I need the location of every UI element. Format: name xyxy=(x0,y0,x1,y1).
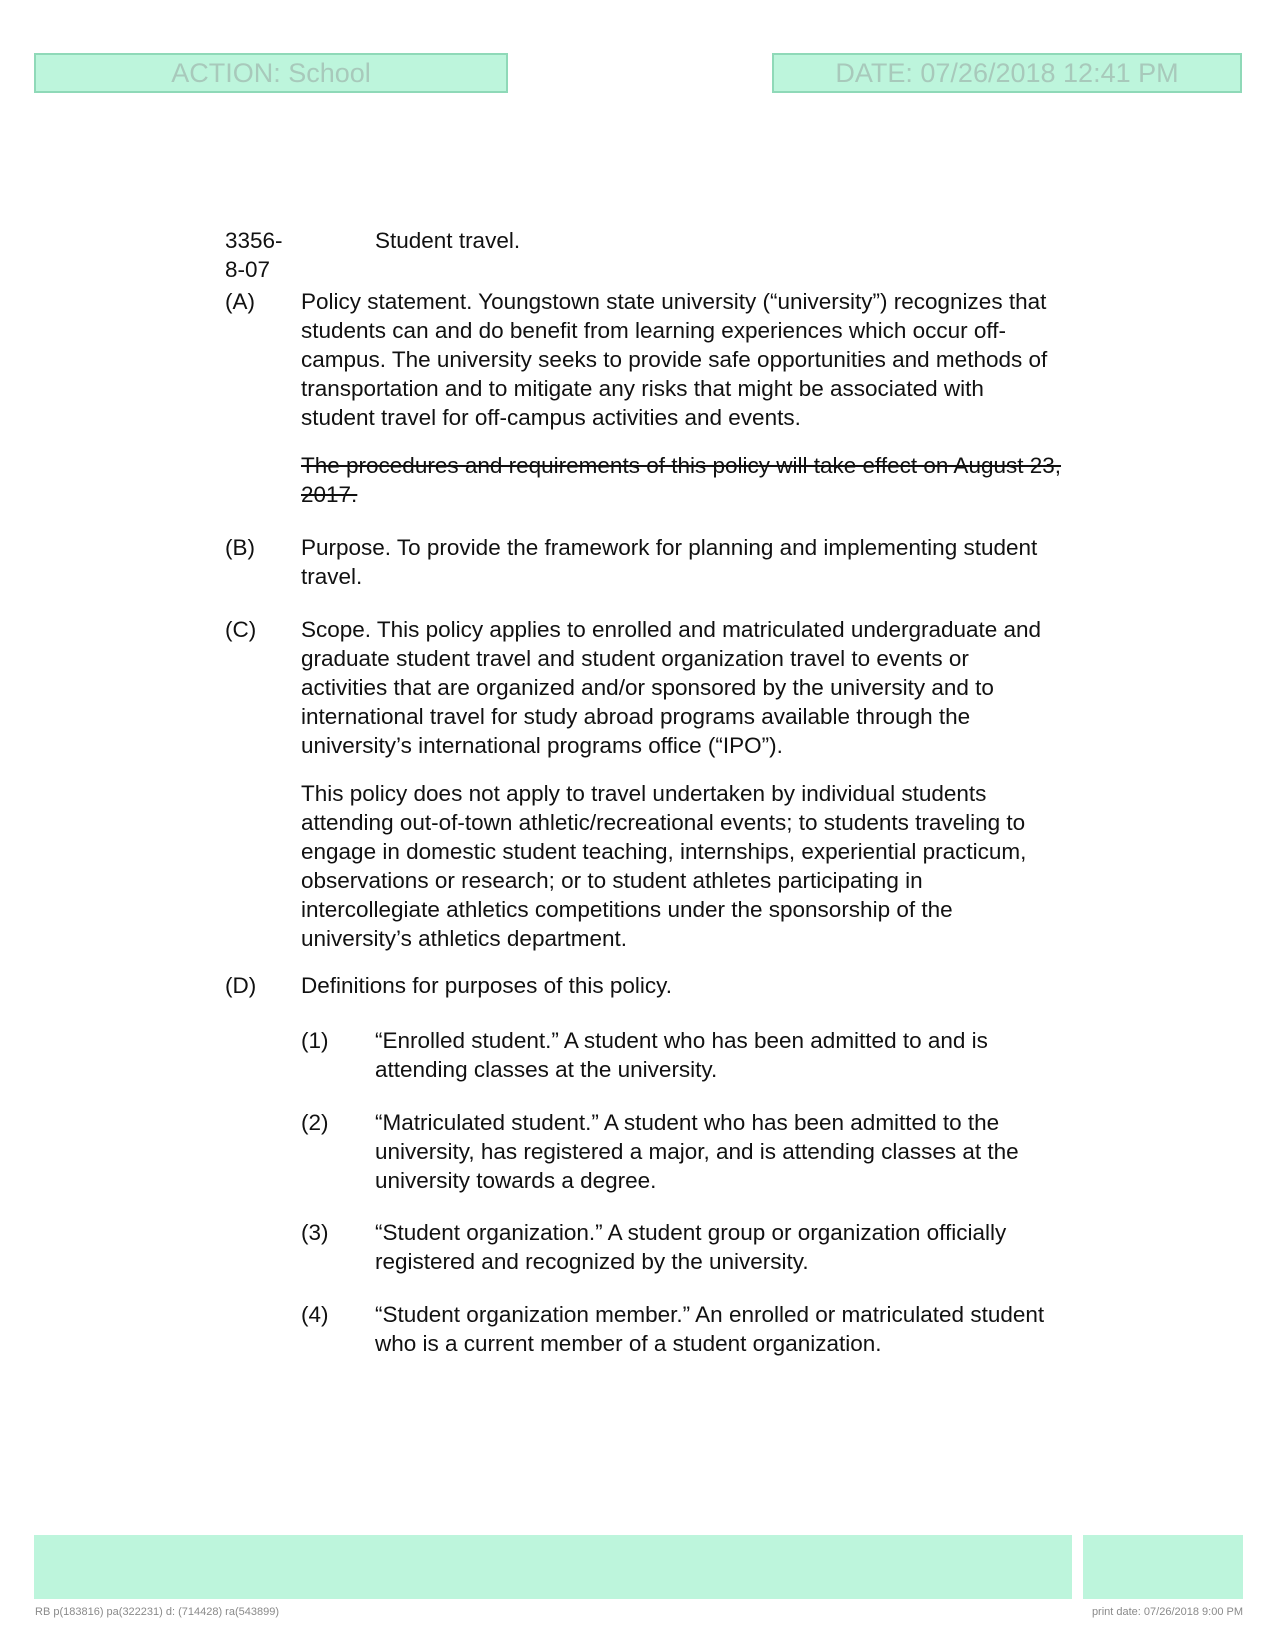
section-label: (A) xyxy=(225,289,255,314)
section-label: (C) xyxy=(225,617,257,642)
footer-bar-right xyxy=(1083,1535,1243,1599)
action-field: ACTION: School xyxy=(34,53,508,93)
date-field: DATE: 07/26/2018 12:41 PM xyxy=(772,53,1242,93)
section-label: (B) xyxy=(225,535,255,560)
item-label: (3) xyxy=(301,1220,329,1245)
item-label: (1) xyxy=(301,1028,329,1053)
section-label: (D) xyxy=(225,973,257,998)
item-text: “Student organization.” A student group or organization officially registered and recognized by the university. xyxy=(375,1220,1007,1274)
section-text: Purpose. To provide the framework for planning and implementing student travel. xyxy=(301,535,1038,589)
item-text: “Enrolled student.” A student who has been admitted to and is attending classes at the university. xyxy=(375,1028,988,1082)
section-c-paragraph-2: This policy does not apply to travel undertaken by individual students attending out-of-town athletic/recreational events; to students traveling to engage in domestic student teaching, internships, experiential practicum, observations or research; or to student athletes participating in intercollegiate athletics competitions under the sponsorship of the university’s athletics department. xyxy=(301,781,1027,951)
footer-bar-left xyxy=(34,1535,1072,1599)
item-text: “Matriculated student.” A student who has been admitted to the university, has registered a major, and is attending classes at the university towards a degree. xyxy=(375,1110,1019,1193)
section-text: Policy statement. Youngstown state university (“university”) recognizes that students can and do benefit from learning experiences which occur off-campus. The university seeks to provide safe opportunities and methods of transportation and to mitigate any risks that might be associated with student travel for off-campus activities and events. xyxy=(301,289,1048,430)
rule-number: 3356-8-07 xyxy=(225,228,283,282)
rule-title: Student travel. xyxy=(375,228,521,253)
item-label: (2) xyxy=(301,1110,329,1135)
struck-paragraph: The procedures and requirements of this policy will take effect on August 23, 2017. xyxy=(301,453,1062,507)
print-date: print date: 07/26/2018 9:00 PM xyxy=(1091,1606,1243,1618)
section-text: Scope. This policy applies to enrolled and matriculated undergraduate and graduate student travel and student organization travel to events or activities that are organized and/or sponsored by the university and to international travel for study abroad programs available through the university’s international programs office (“IPO”). xyxy=(301,617,1042,758)
record-ids: RB p(183816) pa(322231) d: (714428) ra(543899) xyxy=(35,1606,279,1618)
item-label: (4) xyxy=(301,1302,329,1327)
item-text: “Student organization member.” An enrolled or matriculated student who is a current member of a student organization. xyxy=(375,1302,1045,1356)
section-text: Definitions for purposes of this policy. xyxy=(301,973,673,998)
